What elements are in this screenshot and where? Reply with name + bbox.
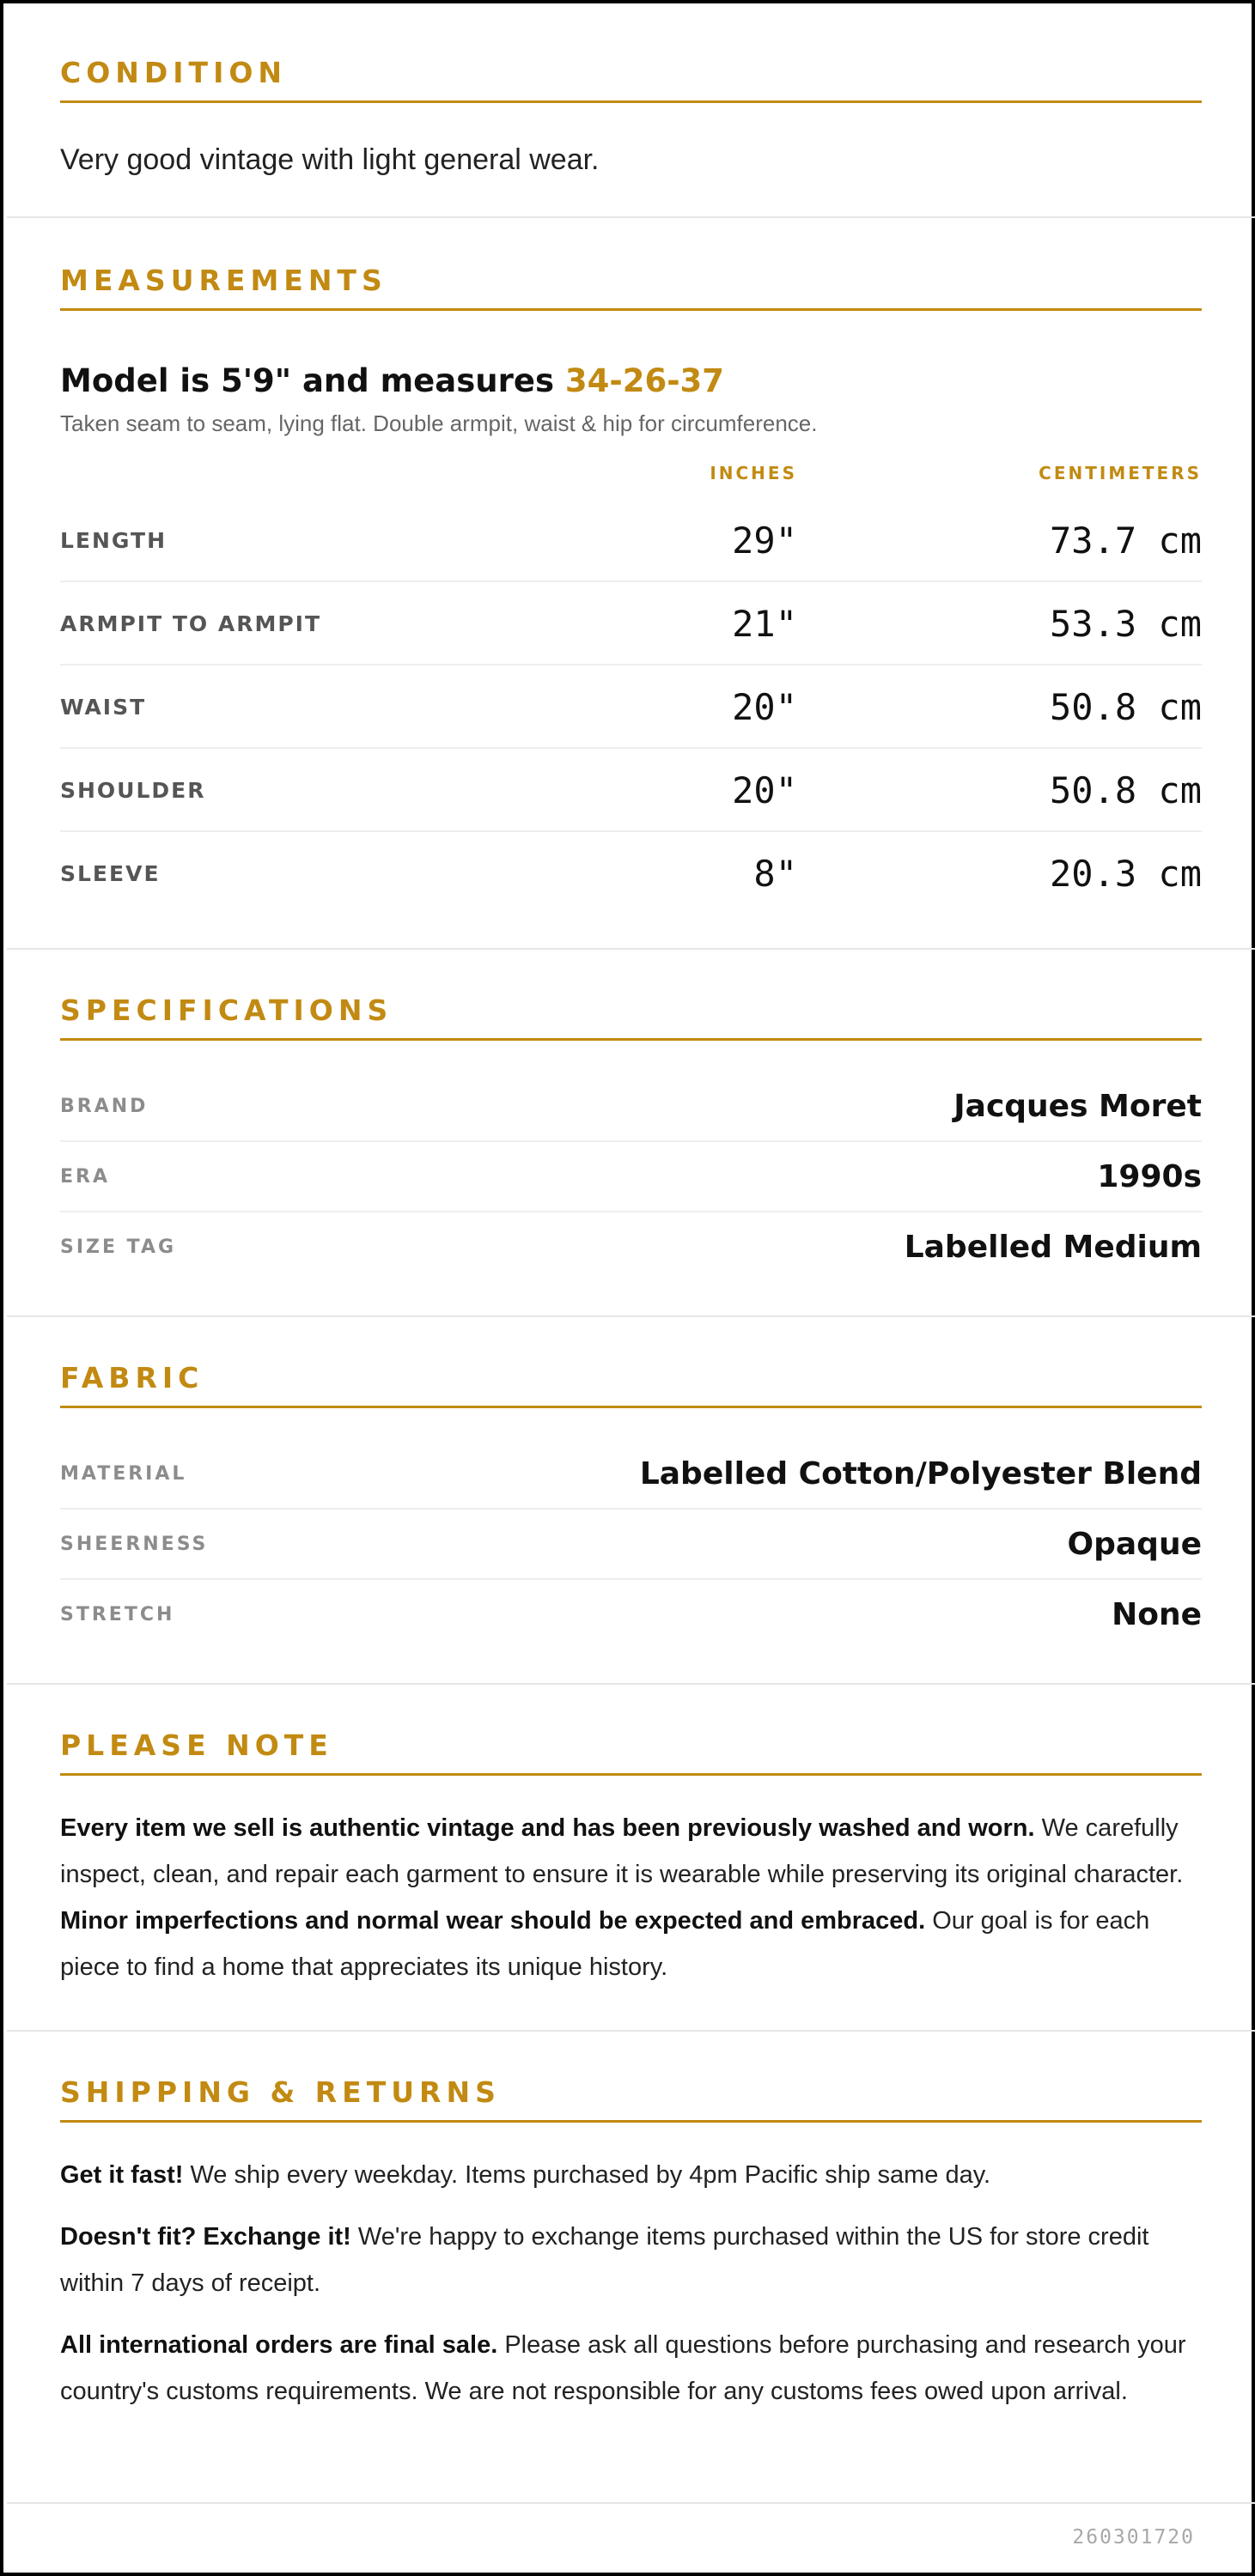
measurement-note: Taken seam to seam, lying flat. Double armpit, waist & hip for circumference. bbox=[60, 410, 818, 436]
measurement-inches: 20" bbox=[732, 686, 797, 728]
shipping-paragraph-1 bbox=[60, 2152, 1202, 2198]
section-title: SHIPPING & RETURNS bbox=[60, 2075, 501, 2109]
measurement-label: ARMPIT TO ARMPIT bbox=[60, 611, 322, 636]
column-header-inches: INCHES bbox=[710, 463, 797, 483]
measurements-heading bbox=[60, 263, 1202, 311]
specifications-heading bbox=[60, 993, 1202, 1041]
shipping-bold-3: All international orders are final sale. bbox=[60, 2331, 498, 2359]
measurement-inches: 20" bbox=[732, 769, 797, 811]
spec-value: Labelled Cotton/Polyester Blend bbox=[639, 1456, 1202, 1492]
model-figures: 34-26-37 bbox=[564, 362, 725, 399]
fabric-section bbox=[7, 1317, 1255, 1685]
shipping-text-3: Please ask all questions before purchasing and research your country's customs requirements. We are not responsible for any customs fees owed upon arrival. bbox=[60, 2331, 1186, 2405]
shipping-text-2: We're happy to exchange items purchased within the US for store credit within 7 days of receipt. bbox=[60, 2223, 1149, 2297]
condition-heading bbox=[60, 55, 1202, 103]
please-note-section bbox=[7, 1685, 1255, 2032]
shipping-section bbox=[7, 2032, 1255, 2504]
please-note-heading bbox=[60, 1728, 1202, 1776]
section-title: CONDITION bbox=[60, 56, 288, 89]
note-bold-1: Every item we sell is authentic vintage and has been previously washed and worn. bbox=[60, 1814, 1035, 1842]
measurement-row-shoulder bbox=[60, 749, 1202, 832]
spec-value: None bbox=[1112, 1597, 1202, 1632]
measurement-label: SHOULDER bbox=[60, 778, 206, 803]
measurement-centimeters: 50.8 cm bbox=[1049, 686, 1202, 728]
measurement-inches: 21" bbox=[732, 603, 797, 645]
measurement-row-armpit bbox=[60, 582, 1202, 665]
measurement-inches: 29" bbox=[732, 519, 797, 562]
specifications-section bbox=[7, 950, 1255, 1317]
condition-text: Very good vintage with light general wear. bbox=[60, 143, 600, 176]
please-note-text bbox=[60, 1805, 1202, 1990]
spec-row-era bbox=[60, 1142, 1202, 1212]
fabric-row-material bbox=[60, 1439, 1202, 1510]
measurement-inches: 8" bbox=[753, 853, 797, 895]
fabric-row-sheerness bbox=[60, 1510, 1202, 1580]
section-title: FABRIC bbox=[60, 1361, 204, 1394]
measurement-label: LENGTH bbox=[60, 528, 167, 553]
shipping-paragraph-3 bbox=[60, 2322, 1202, 2415]
shipping-bold-1: Get it fast! bbox=[60, 2161, 184, 2189]
measurement-centimeters: 53.3 cm bbox=[1049, 603, 1202, 645]
spec-label: SHEERNESS bbox=[60, 1534, 209, 1555]
measurement-row-waist bbox=[60, 665, 1202, 749]
spec-row-brand bbox=[60, 1072, 1202, 1142]
fabric-heading bbox=[60, 1360, 1202, 1408]
measurement-centimeters: 50.8 cm bbox=[1049, 769, 1202, 811]
model-measurements bbox=[60, 361, 724, 402]
spec-row-size-tag bbox=[60, 1212, 1202, 1283]
note-text-1: We carefully inspect, clean, and repair each garment to ensure it is wearable while preserving its original character. bbox=[60, 1814, 1184, 1888]
section-title: PLEASE NOTE bbox=[60, 1728, 333, 1762]
section-title: SPECIFICATIONS bbox=[60, 993, 393, 1027]
shipping-paragraph-2 bbox=[60, 2214, 1202, 2306]
spec-value: Jacques Moret bbox=[953, 1089, 1202, 1124]
section-title: MEASUREMENTS bbox=[60, 264, 387, 297]
spec-label: SIZE TAG bbox=[60, 1236, 177, 1258]
spec-label: STRETCH bbox=[60, 1604, 175, 1625]
spec-label: MATERIAL bbox=[60, 1463, 187, 1485]
measurement-label: SLEEVE bbox=[60, 861, 161, 886]
measurements-section bbox=[7, 218, 1255, 950]
measurement-centimeters: 20.3 cm bbox=[1049, 853, 1202, 895]
condition-section bbox=[7, 7, 1255, 218]
column-header-centimeters: CENTIMETERS bbox=[1039, 463, 1202, 483]
spec-value: 1990s bbox=[1097, 1159, 1202, 1194]
spec-value: Labelled Medium bbox=[904, 1230, 1202, 1265]
fabric-row-stretch bbox=[60, 1580, 1202, 1650]
shipping-text-1: We ship every weekday. Items purchased by 4pm Pacific ship same day. bbox=[183, 2161, 991, 2189]
model-prefix: Model is 5'9" and measures bbox=[60, 362, 565, 399]
shipping-heading bbox=[60, 2075, 1202, 2123]
product-id: 260301720 bbox=[1072, 2526, 1195, 2549]
spec-value: Opaque bbox=[1067, 1527, 1202, 1562]
measurement-centimeters: 73.7 cm bbox=[1049, 519, 1202, 562]
measurement-label: WAIST bbox=[60, 695, 147, 720]
measurement-row-length bbox=[60, 499, 1202, 582]
spec-label: BRAND bbox=[60, 1096, 149, 1117]
spec-label: ERA bbox=[60, 1166, 110, 1188]
shipping-bold-2: Doesn't fit? Exchange it! bbox=[60, 2223, 351, 2251]
measurement-row-sleeve bbox=[60, 832, 1202, 915]
note-text-2: Our goal is for each piece to find a home that appreciates its unique history. bbox=[60, 1907, 1150, 1981]
note-bold-2: Minor imperfections and normal wear should be expected and embraced. bbox=[60, 1907, 926, 1935]
